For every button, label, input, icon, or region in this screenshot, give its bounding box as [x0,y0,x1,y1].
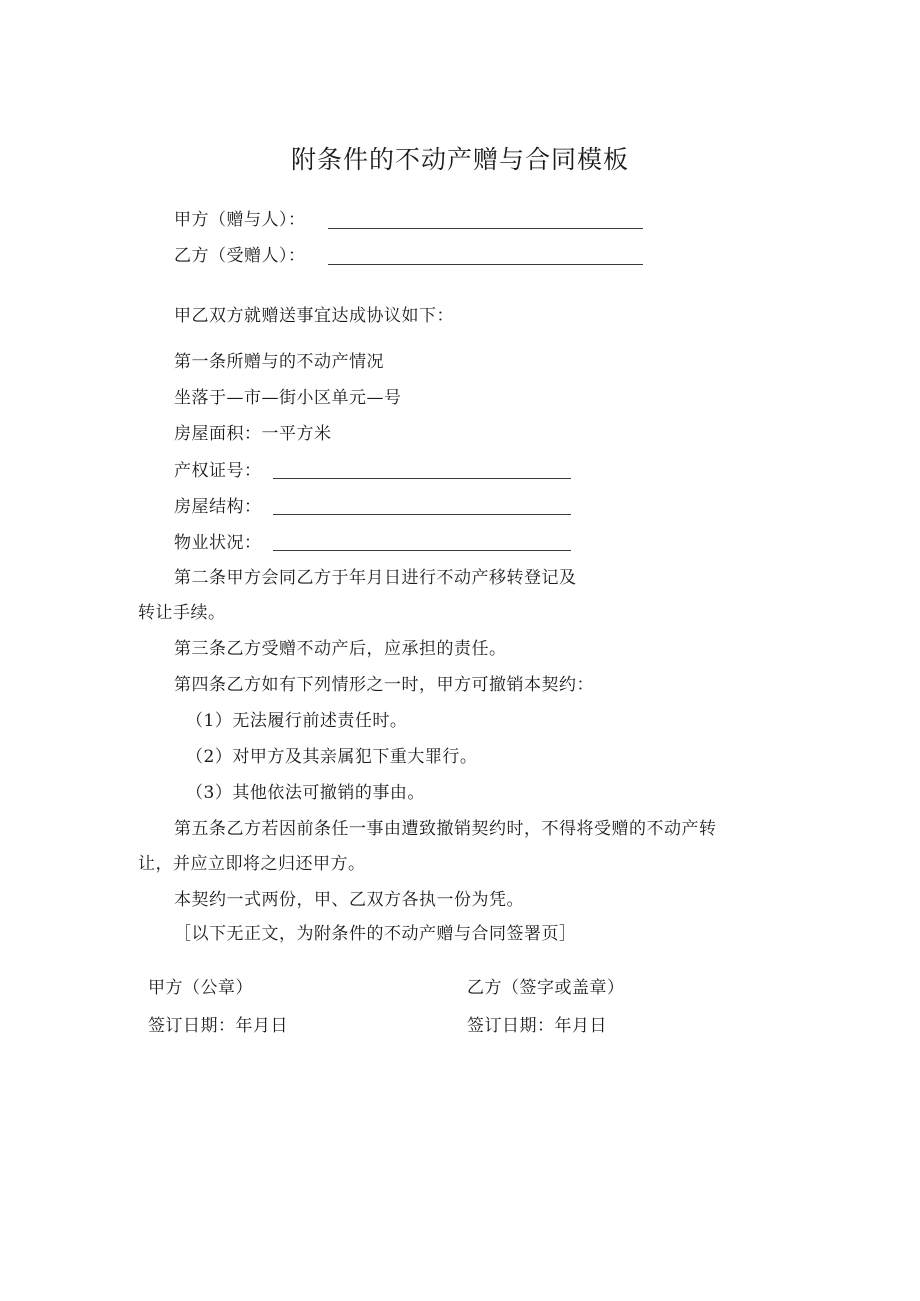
page-title: 附条件的不动产赠与合同模板 [290,145,629,174]
property-status-label: 物业状况： [174,533,262,553]
structure-label: 房屋结构： [174,497,262,517]
article1-heading: 第一条所赠与的不动产情况 [174,352,384,372]
cert-blank-line [273,478,571,479]
article4: 第四条乙方如有下列情形之一时，甲方可撤销本契约： [174,675,594,695]
party-a-label: 甲方（赠与人）： [174,210,306,230]
sign-date-party-b: 签订日期：年月日 [467,1016,607,1036]
article4-item: （1）无法履行前述责任时。 [186,711,408,731]
signature-party-b: 乙方（签字或盖章） [467,978,625,998]
party-b-label: 乙方（受赠人）： [174,246,306,266]
sign-date-party-a: 签订日期：年月日 [148,1016,288,1036]
article5-line1: 第五条乙方若因前条任一事由遭致撤销契约时，不得将受赠的不动产转 [174,819,717,839]
copies-clause: 本契约一式两份，甲、乙双方各执一份为凭。 [174,890,524,910]
property-status-blank-line [273,550,571,551]
party-b-blank-line [328,264,643,265]
signature-party-a: 甲方（公章） [148,978,253,998]
intro-text: 甲乙双方就赠送事宜达成协议如下： [174,306,454,326]
no-text-note: ［以下无正文，为附条件的不动产赠与合同签署页］ [174,924,577,944]
article2-line2: 转让手续。 [138,603,226,623]
property-location: 坐落于—市—街小区单元—号 [174,388,402,408]
property-area: 房屋面积：一平方米 [174,424,332,444]
article4-item: （2）对甲方及其亲属犯下重大罪行。 [186,747,478,767]
party-a-blank-line [328,228,643,229]
article5-line2: 让，并应立即将之归还甲方。 [138,854,366,874]
article3: 第三条乙方受赠不动产后，应承担的责任。 [174,639,507,659]
article4-item: （3）其他依法可撤销的事由。 [186,783,425,803]
structure-blank-line [273,514,571,515]
article2-line1: 第二条甲方会同乙方于年月日进行不动产移转登记及 [174,568,577,588]
cert-label: 产权证号： [174,461,262,481]
